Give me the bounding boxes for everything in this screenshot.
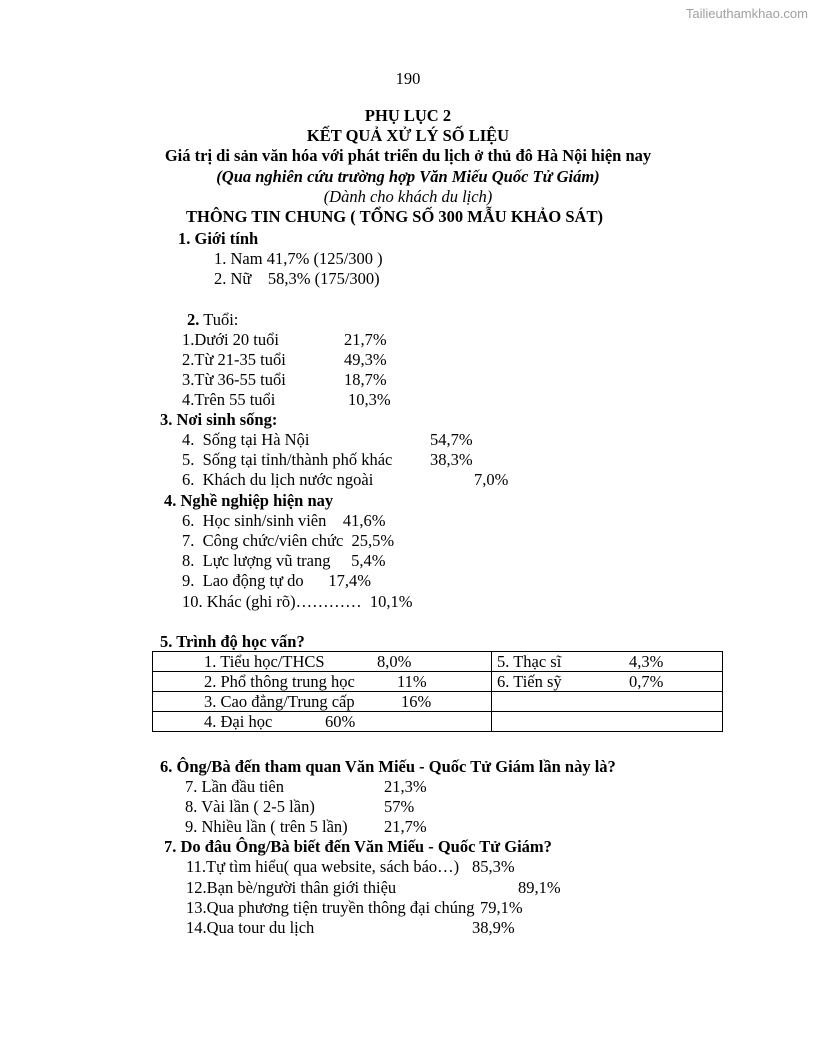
occupation-item: 6. Học sinh/sinh viên 41,6% (182, 511, 386, 530)
watermark: Tailieuthamkhao.com (685, 6, 808, 21)
residence-label: 5. Sống tại tỉnh/thành phố khác (182, 450, 393, 469)
visit-label: 7. Lần đầu tiên (185, 777, 284, 796)
visit-value: 21,3% (384, 777, 427, 796)
section-age-label: Tuổi: (199, 310, 239, 329)
section-gender-title: 1. Giới tính (178, 229, 259, 248)
table-cell (153, 672, 492, 692)
residence-value: 7,0% (474, 470, 509, 489)
section-age-number: 2. (187, 310, 200, 329)
education-value: 11% (397, 672, 427, 691)
table-cell (492, 652, 723, 672)
gender-item: 1. Nam 41,7% (125/300 ) (214, 249, 383, 268)
education-label: 2. Phổ thông trung học (204, 672, 355, 691)
table-cell (153, 652, 492, 672)
education-value: 0,7% (629, 672, 664, 691)
table-row (153, 672, 723, 692)
table-cell (492, 692, 723, 712)
education-value: 4,3% (629, 652, 664, 671)
page-number: 190 (395, 69, 421, 88)
education-table (152, 651, 723, 732)
audience-note: (Dành cho khách du lịch) (323, 187, 493, 206)
occupation-item: 8. Lực lượng vũ trang 5,4% (182, 551, 386, 570)
education-value: 16% (401, 692, 432, 711)
section-visit-title: 6. Ông/Bà đến tham quan Văn Miếu - Quốc Tử Giám lần này là? (160, 757, 616, 776)
occupation-item: 7. Công chức/viên chức 25,5% (182, 531, 395, 550)
source-label: 11.Tự tìm hiểu( qua website, sách báo…) (186, 857, 460, 876)
residence-value: 38,3% (430, 450, 473, 469)
age-value: 21,7% (344, 330, 387, 349)
age-label: 4.Trên 55 tuổi (182, 390, 276, 409)
visit-value: 57% (384, 797, 415, 816)
source-value: 85,3% (472, 857, 515, 876)
section-residence-title: 3. Nơi sinh sống: (160, 410, 278, 429)
table-row (153, 712, 723, 732)
visit-label: 9. Nhiều lần ( trên 5 lần) (185, 817, 348, 836)
education-label: 5. Thạc sĩ (497, 652, 562, 671)
occupation-item: 9. Lao động tự do 17,4% (182, 571, 372, 590)
document-subtitle: Giá trị di sản văn hóa với phát triển du lịch ở thủ đô Hà Nội hiện nay (164, 146, 652, 165)
age-value: 18,7% (344, 370, 387, 389)
table-cell (153, 692, 492, 712)
table-cell (492, 712, 723, 732)
general-info-heading: THÔNG TIN CHUNG ( TỔNG SỐ 300 MẪU KHẢO SÁT) (186, 207, 603, 226)
occupation-item: 10. Khác (ghi rõ)………… 10,1% (182, 592, 413, 611)
age-value: 10,3% (348, 390, 391, 409)
source-label: 13.Qua phương tiện truyền thông đại chúng (186, 898, 475, 917)
table-row (153, 692, 723, 712)
appendix-heading: PHỤ LỤC 2 (364, 106, 452, 125)
education-label: 4. Đại học (204, 712, 273, 731)
education-value: 8,0% (377, 652, 412, 671)
age-label: 2.Từ 21-35 tuổi (182, 350, 286, 369)
source-label: 12.Bạn bè/người thân giới thiệu (186, 878, 397, 897)
section-source-title: 7. Do đâu Ông/Bà biết đến Văn Miếu - Quốc Tử Giám? (164, 837, 552, 856)
table-row (153, 652, 723, 672)
residence-label: 6. Khách du lịch nước ngoài (182, 470, 374, 489)
visit-value: 21,7% (384, 817, 427, 836)
gender-item: 2. Nữ 58,3% (175/300) (214, 269, 380, 288)
age-label: 1.Dưới 20 tuổi (182, 330, 279, 349)
residence-value: 54,7% (430, 430, 473, 449)
source-value: 79,1% (480, 898, 523, 917)
education-label: 1. Tiểu học/THCS (204, 652, 325, 671)
visit-label: 8. Vài lần ( 2-5 lần) (185, 797, 315, 816)
section-age-title (187, 310, 238, 330)
education-value: 60% (325, 712, 356, 731)
age-value: 49,3% (344, 350, 387, 369)
residence-label: 4. Sống tại Hà Nội (182, 430, 310, 449)
section-education-title: 5. Trình độ học vấn? (160, 632, 305, 651)
source-value: 89,1% (518, 878, 561, 897)
education-label: 3. Cao đẳng/Trung cấp (204, 692, 355, 711)
table-cell (153, 712, 492, 732)
age-label: 3.Từ 36-55 tuổi (182, 370, 286, 389)
source-value: 38,9% (472, 918, 515, 937)
document-title: KẾT QUẢ XỬ LÝ SỐ LIỆU (306, 126, 510, 145)
table-cell (492, 672, 723, 692)
case-study-note: (Qua nghiên cứu trường hợp Văn Miếu Quốc Tử Giám) (216, 167, 600, 186)
section-occupation-title: 4. Nghề nghiệp hiện nay (164, 491, 334, 510)
education-label: 6. Tiến sỹ (497, 672, 562, 691)
source-label: 14.Qua tour du lịch (186, 918, 315, 937)
